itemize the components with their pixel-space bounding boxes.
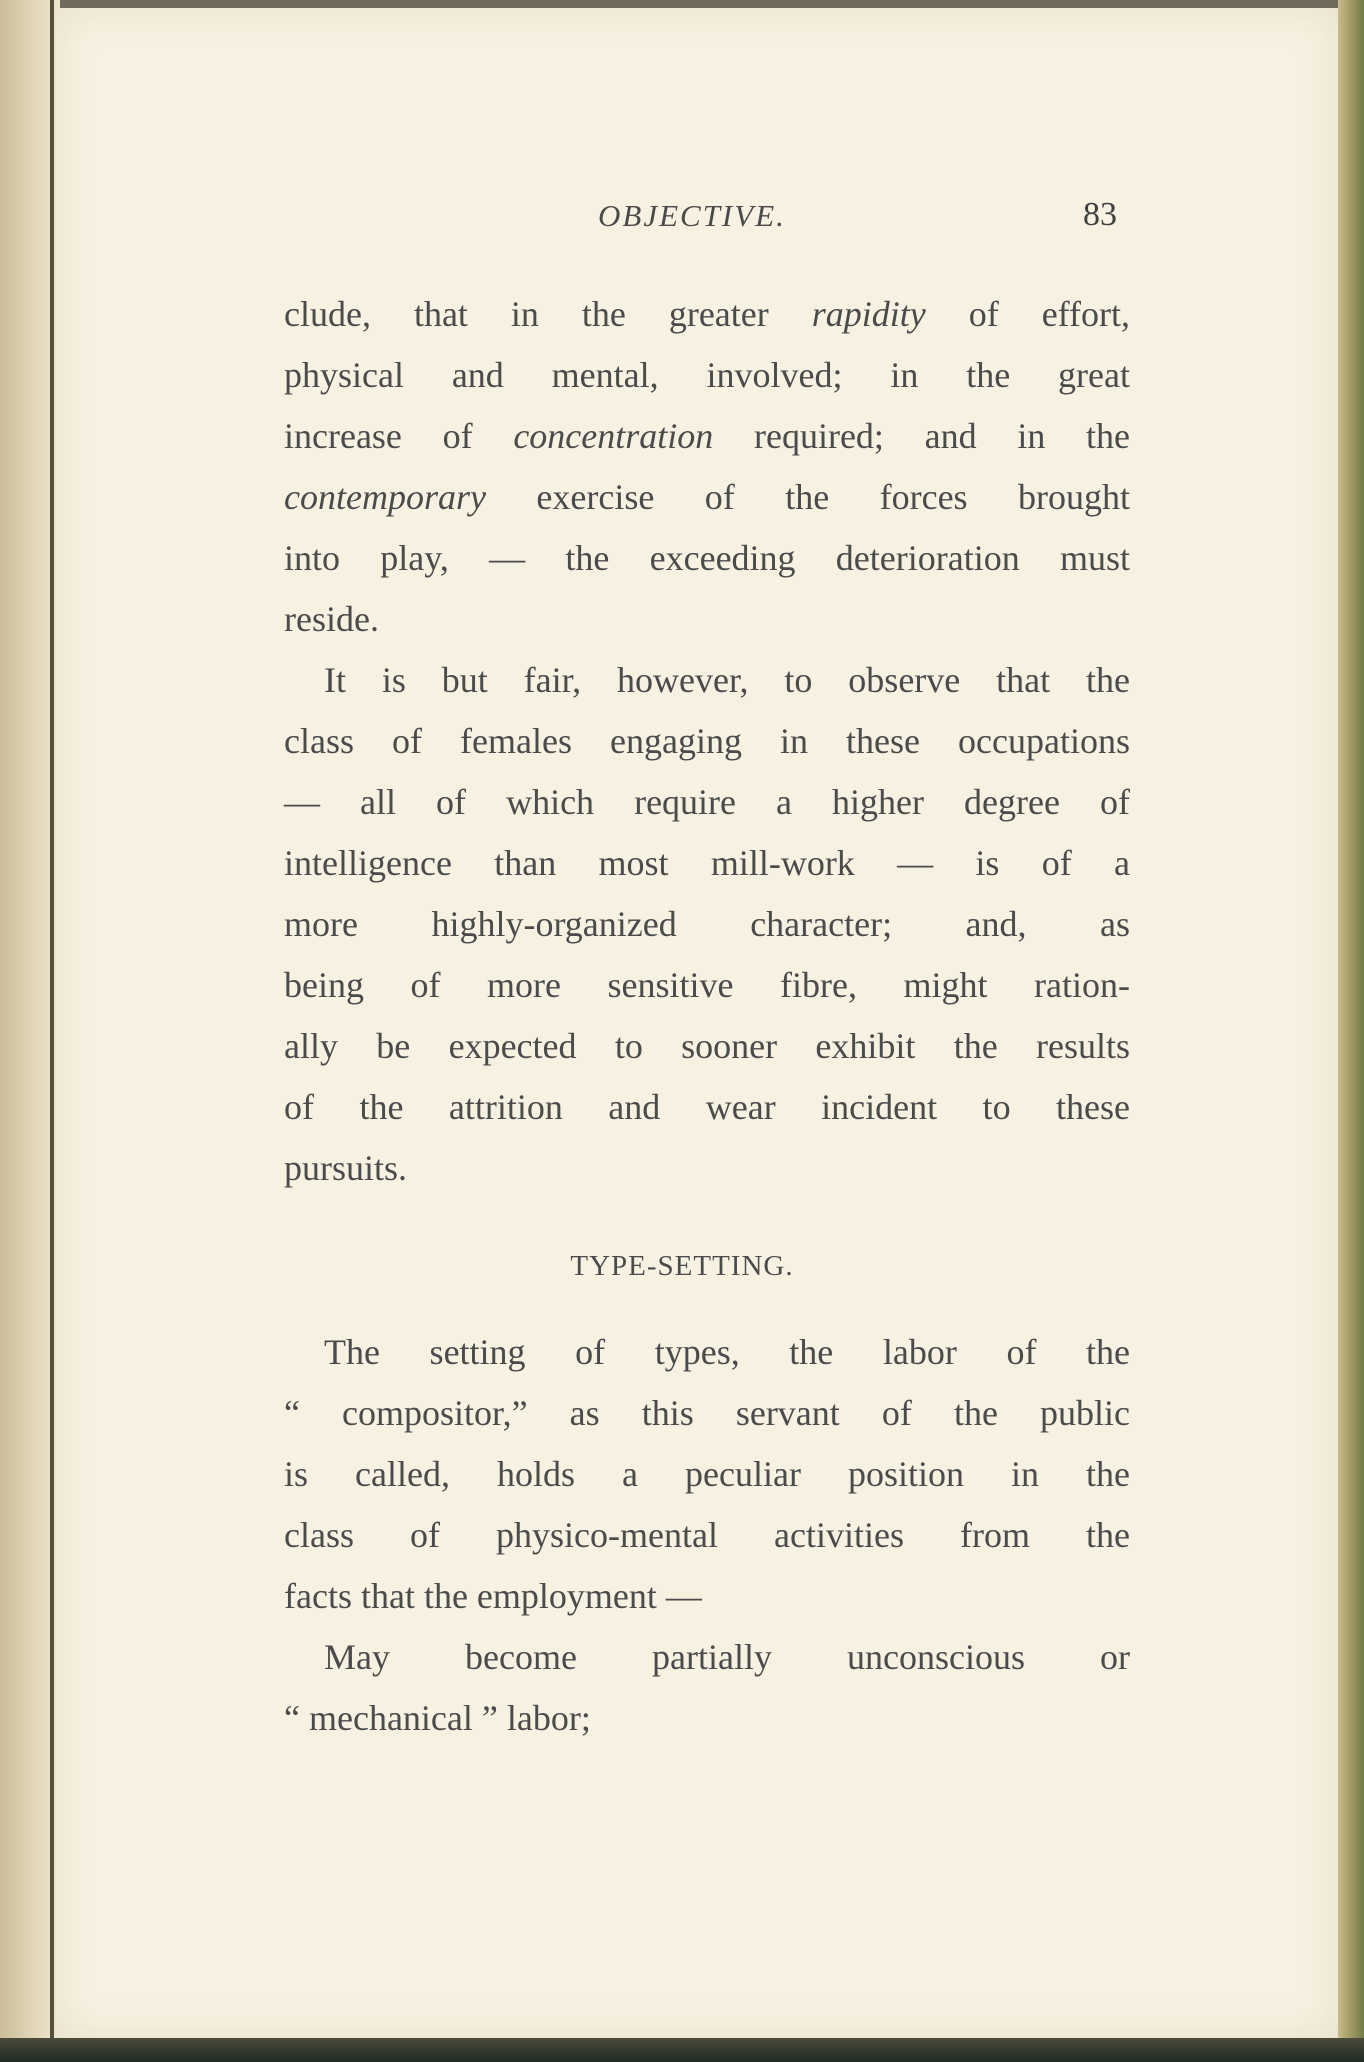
running-head [0, 198, 1364, 248]
text-line: facts that the employment — [284, 1576, 702, 1616]
text-line: ally be expected to sooner exhibit the results [284, 1026, 1130, 1066]
text-line: It is but fair, however, to observe that the [324, 660, 1130, 700]
text-line: reside. [284, 599, 379, 639]
page-number: 83 [1083, 196, 1117, 233]
text-line: increase of concentration required; and in the [284, 416, 1131, 456]
bottom-edge [0, 2038, 1364, 2062]
text-line: contemporary exercise of the forces brought [284, 477, 1130, 517]
text-line: is called, holds a peculiar position in the [284, 1454, 1130, 1494]
text-line: pursuits. [284, 1148, 408, 1188]
italic-emphasis: rapidity [811, 294, 926, 334]
text-line: class of physico-mental activities from the [284, 1515, 1130, 1555]
paragraph-3 [284, 1322, 1130, 1627]
paragraph-1 [284, 284, 1130, 650]
text-line: into play, — the exceeding deterioration must [284, 538, 1130, 578]
italic-emphasis: contemporary [284, 477, 486, 517]
paragraph-body [284, 284, 1130, 650]
right-page-edge [1338, 0, 1364, 2062]
paragraph-4 [284, 1627, 1130, 1749]
text-line: “ mechanical ” labor; [284, 1698, 591, 1738]
text-line: of the attrition and wear incident to these [284, 1087, 1130, 1127]
top-edge [0, 0, 1364, 8]
text-line: “ compositor,” as this servant of the public [284, 1393, 1130, 1433]
text-line: being of more sensitive fibre, might ration- [284, 965, 1130, 1005]
paragraph-2 [284, 650, 1130, 1199]
text-line: more highly-organized character; and, as [284, 904, 1130, 944]
paragraph-body [284, 1627, 1130, 1749]
text-line: The setting of types, the labor of the [324, 1332, 1130, 1372]
text-line: — all of which require a higher degree of [284, 782, 1130, 822]
text-line: May become partially unconscious or [324, 1637, 1130, 1677]
paragraph-body [284, 650, 1130, 1199]
paragraph-body [284, 1322, 1130, 1627]
running-title: OBJECTIVE. [598, 198, 786, 233]
text-line: clude, that in the greater rapidity of effort, [284, 294, 1130, 334]
gutter-line [50, 0, 54, 2062]
section-heading: TYPE-SETTING. [570, 1250, 794, 1282]
italic-emphasis: concentration [513, 416, 714, 456]
text-line: class of females engaging in these occupations [284, 721, 1130, 761]
text-line: physical and mental, involved; in the great [284, 355, 1130, 395]
text-line: intelligence than most mill-work — is of a [284, 843, 1130, 883]
